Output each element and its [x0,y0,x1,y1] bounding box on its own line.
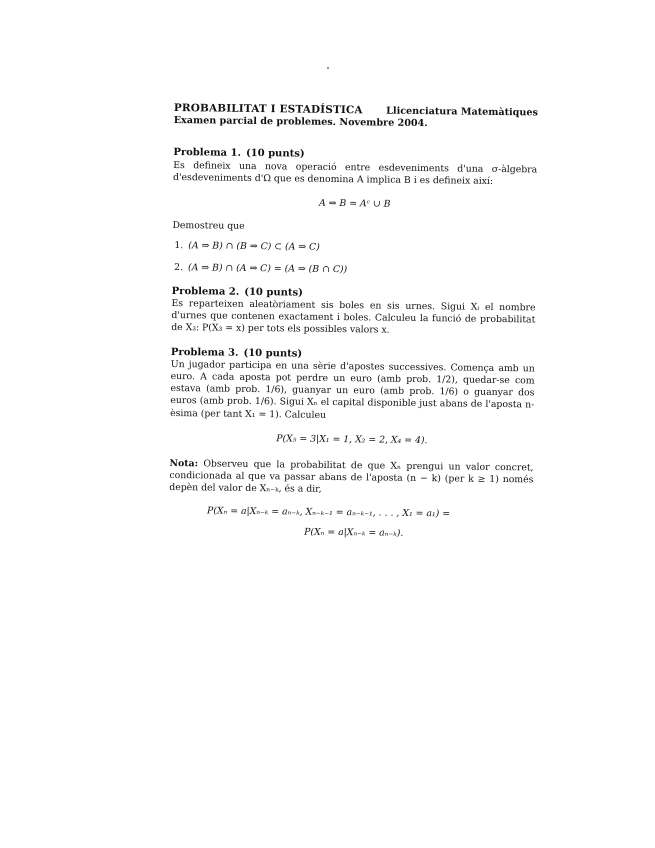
problem-points: (10 punts) [243,347,303,360]
program-name: Llicenciatura Matemàtiques [386,105,538,119]
course-title: PROBABILITAT I ESTADÍSTICA [173,102,363,117]
proof-item-text: (A ⇒ B) ∩ (B ⇒ C) ⊂ (A ⇒ C) [188,240,320,254]
problem-3 [169,347,535,542]
problem-2 [171,286,536,339]
definition-formula: A ⇒ B = Aᶜ ∪ B [318,197,391,210]
markov-formula-line-2: P(Xₙ = a|Xₙ₋ₖ = aₙ₋ₖ). [304,526,404,539]
problem-prompt: Demostreu que [172,220,245,233]
note-label: Nota: [169,458,199,470]
proof-list [172,240,536,278]
problem-title: Problema 2. [171,285,240,298]
proof-item-text: (A ⇒ B) ∩ (A ⇒ C) = (A ⇒ (B ∩ C)) [187,261,348,275]
scan-speck [327,67,329,69]
problem-statement: Un jugador participa en una sèrie d'apostes successives. Comença amb un euro. A cada aposta pot perdre un euro (amb prob. 1/2), quedar-se com estava (amb prob. 1/6), guanyar un euro (amb prob. 1/6) o guanyar dos euros (amb prob. 1/6). Sigui Xₙ el capital disponible just abans de l'aposta n-èsima (per tant X₁ = 1). Calculeu [170,358,535,421]
problem-statement: Es reparteixen aleatòriament sis boles en sis urnes. Sigui Xᵢ el nombre d'urnes que contenen exactament i boles. Calculeu la funció de probabilitat de X₃: P(X₃ = x) per tots els possibles valors x. [171,298,536,337]
note-paragraph [169,458,533,499]
proof-item [186,241,536,257]
note-text: Observeu que la probabilitat de que Xₙ prengui un valor concret, condicionada al que va passar abans de l'aposta (n − k) (per k ≥ 1) només depèn del valor de Xₙ₋ₖ, és a dir, [169,458,534,496]
markov-formula-line-1: P(Xₙ = a|Xₙ₋ₖ = aₙ₋ₖ, Xₙ₋ₖ₋₁ = aₙ₋ₖ₋₁, . . . , X₁ = a₁) = [206,505,451,520]
problem-title: Problema 1. [173,147,242,160]
probability-formula: P(X₅ = 3|X₁ = 1, X₂ = 2, X₄ = 4). [276,433,428,446]
exam-subtitle: Examen parcial de problemes. Novembre 2004. [173,115,428,130]
problem-statement: Es defineix una nova operació entre esdeveniments d'una σ-àlgebra d'esdeveniments d'Ω que es denomina A implica B i es defineix així: [173,159,538,187]
problem-points: (10 punts) [244,286,303,299]
proof-item [186,262,536,278]
exam-sheet [169,102,538,541]
problem-1 [172,147,538,278]
problem-title: Problema 3. [170,346,239,359]
problem-points: (10 punts) [245,148,305,161]
